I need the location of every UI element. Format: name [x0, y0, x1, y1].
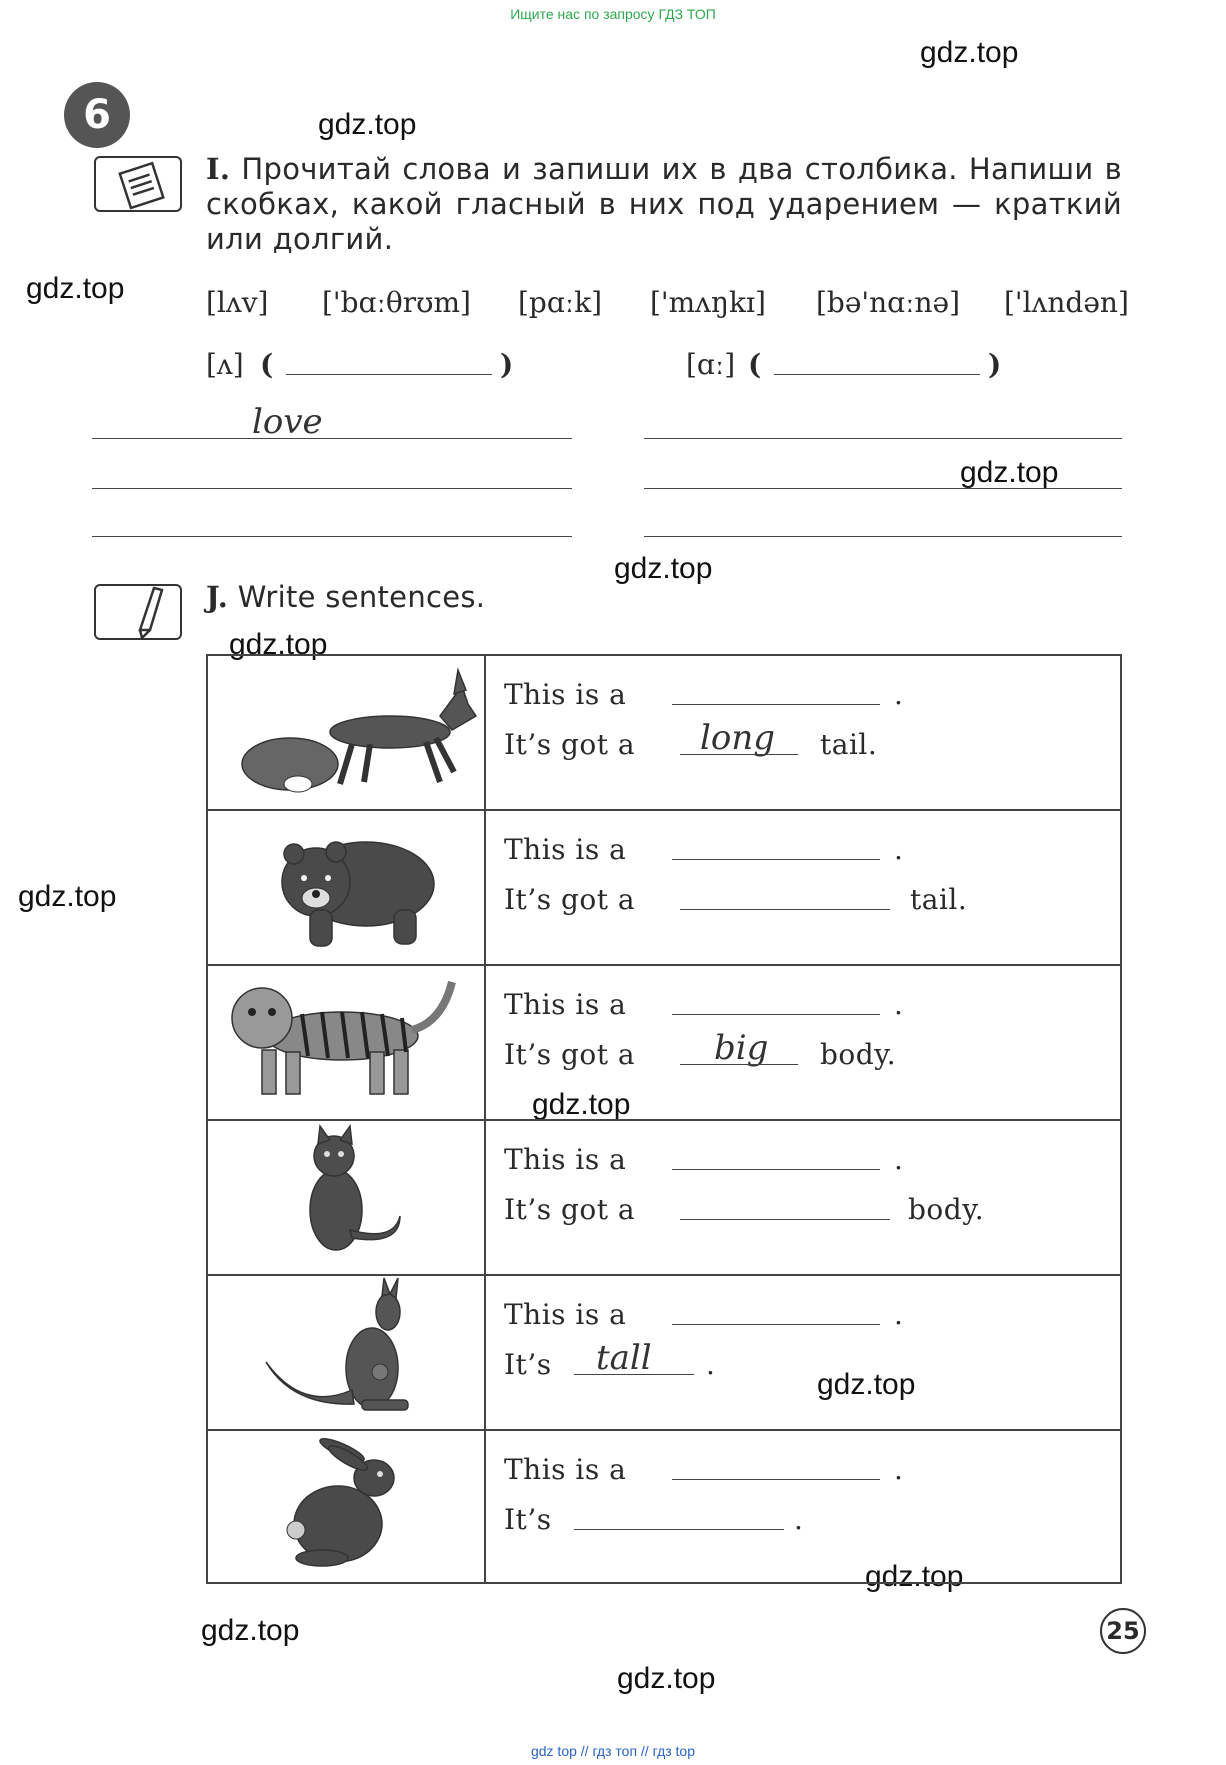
notebook-icon — [94, 156, 182, 212]
writing-line-right-2[interactable] — [644, 488, 1122, 489]
footer-note[interactable]: gdz top // гдз топ // гдз top — [530, 1743, 696, 1759]
tiger-adjective-field[interactable] — [680, 1064, 798, 1065]
fox-answer: long — [700, 718, 776, 758]
rabbit-line2-end: . — [794, 1503, 804, 1536]
writing-line-right-3[interactable] — [644, 536, 1122, 537]
handwritten-answer-love: love — [252, 402, 323, 442]
header-note: Ищите нас по запросу ГДЗ ТОП — [510, 6, 716, 22]
fox-line1-start: This is a — [504, 678, 627, 711]
cat-line1-start: This is a — [504, 1143, 627, 1176]
kangaroo-answer: tall — [596, 1338, 652, 1378]
fox-adjective-field[interactable] — [680, 754, 798, 755]
cat-line2-end: body. — [908, 1193, 985, 1226]
tiger-line2-start: It’s got a — [504, 1038, 636, 1071]
watermark: gdz.top — [532, 1088, 631, 1121]
watermark: gdz.top — [18, 880, 117, 913]
bear-adjective-field[interactable] — [680, 909, 890, 910]
tiger-line1-start: This is a — [504, 988, 627, 1021]
kangaroo-adjective-field[interactable] — [574, 1374, 694, 1375]
writing-line-left-1[interactable] — [92, 438, 572, 439]
exercise-j-text: Write sentences. — [237, 580, 486, 614]
lesson-number-badge: 6 — [64, 82, 130, 148]
rabbit-line1-end: . — [894, 1453, 904, 1486]
transcription-monkey: ['mʌŋkɪ] — [650, 286, 766, 319]
vowel-length-field-right[interactable] — [774, 374, 980, 375]
cat-adjective-field[interactable] — [680, 1219, 890, 1220]
table-row-divider — [206, 809, 1122, 811]
fox-name-field[interactable] — [672, 704, 880, 705]
vowel-length-field-left[interactable] — [286, 374, 492, 375]
cat-name-field[interactable] — [672, 1169, 880, 1170]
tiger-line2-end: body. — [820, 1038, 897, 1071]
paren-close: ) — [988, 348, 1002, 381]
tiger-line1-end: . — [894, 988, 904, 1021]
rabbit-line1-start: This is a — [504, 1453, 627, 1486]
writing-line-left-2[interactable] — [92, 488, 572, 489]
bear-line1-start: This is a — [504, 833, 627, 866]
fox-line1-end: . — [894, 678, 904, 711]
writing-line-left-3[interactable] — [92, 536, 572, 537]
transcription-london: ['lʌndən] — [1004, 286, 1129, 319]
table-row-divider — [206, 1429, 1122, 1431]
cat-illustration — [290, 1126, 420, 1266]
bear-line2-start: It’s got a — [504, 883, 636, 916]
watermark: gdz.top — [617, 1662, 716, 1695]
table-row-divider — [206, 964, 1122, 966]
fox-illustration — [240, 664, 480, 804]
writing-line-right-1[interactable] — [644, 438, 1122, 439]
bear-name-field[interactable] — [672, 859, 880, 860]
fox-line2-end: tail. — [820, 728, 878, 761]
watermark: gdz.top — [960, 456, 1059, 489]
fox-line2-start: It’s got a — [504, 728, 636, 761]
kangaroo-name-field[interactable] — [672, 1324, 880, 1325]
rabbit-adjective-field[interactable] — [574, 1529, 784, 1530]
column-left-sound: [ʌ] — [206, 348, 244, 381]
rabbit-name-field[interactable] — [672, 1479, 880, 1480]
kangaroo-line2-start: It’s — [504, 1348, 552, 1381]
tiger-answer: big — [714, 1028, 769, 1068]
page-number: 25 — [1100, 1608, 1146, 1654]
exercise-i-instruction — [206, 152, 1122, 257]
watermark: gdz.top — [26, 272, 125, 305]
exercise-i-letter: I. — [206, 152, 231, 186]
rabbit-illustration — [282, 1434, 412, 1574]
watermark: gdz.top — [229, 628, 328, 661]
bear-illustration — [266, 820, 466, 960]
cat-line1-end: . — [894, 1143, 904, 1176]
kangaroo-line1-end: . — [894, 1298, 904, 1331]
watermark: gdz.top — [920, 36, 1019, 69]
paren-open: ( — [748, 348, 762, 381]
paren-open: ( — [260, 348, 274, 381]
transcription-bathroom: ['bɑːθrʊm] — [322, 286, 471, 319]
rabbit-line2-start: It’s — [504, 1503, 552, 1536]
exercise-i-text: Прочитай слова и запиши их в два столбика. Напиши в скобках, какой гласный в них под ударением — краткий или долгий. — [206, 152, 1122, 256]
column-right-sound: [ɑː] — [686, 348, 736, 381]
watermark: gdz.top — [318, 108, 417, 141]
exercise-j-letter: J. — [206, 580, 229, 614]
cat-line2-start: It’s got a — [504, 1193, 636, 1226]
table-row-divider — [206, 1274, 1122, 1276]
pencil-icon — [94, 584, 182, 640]
transcription-love: [lʌv] — [206, 286, 269, 319]
kangaroo-line2-end: . — [706, 1348, 716, 1381]
tiger-name-field[interactable] — [672, 1014, 880, 1015]
table-row-divider — [206, 1119, 1122, 1121]
watermark: gdz.top — [865, 1560, 964, 1593]
watermark: gdz.top — [817, 1368, 916, 1401]
transcription-park: [pɑːk] — [518, 286, 603, 319]
watermark: gdz.top — [614, 552, 713, 585]
watermark: gdz.top — [201, 1614, 300, 1647]
tiger-illustration — [222, 972, 462, 1112]
exercise-j-instruction — [206, 580, 806, 615]
kangaroo-line1-start: This is a — [504, 1298, 627, 1331]
transcription-banana: [bə'nɑːnə] — [816, 286, 961, 319]
bear-line1-end: . — [894, 833, 904, 866]
bear-line2-end: tail. — [910, 883, 968, 916]
paren-close: ) — [500, 348, 514, 381]
kangaroo-illustration — [262, 1282, 442, 1422]
